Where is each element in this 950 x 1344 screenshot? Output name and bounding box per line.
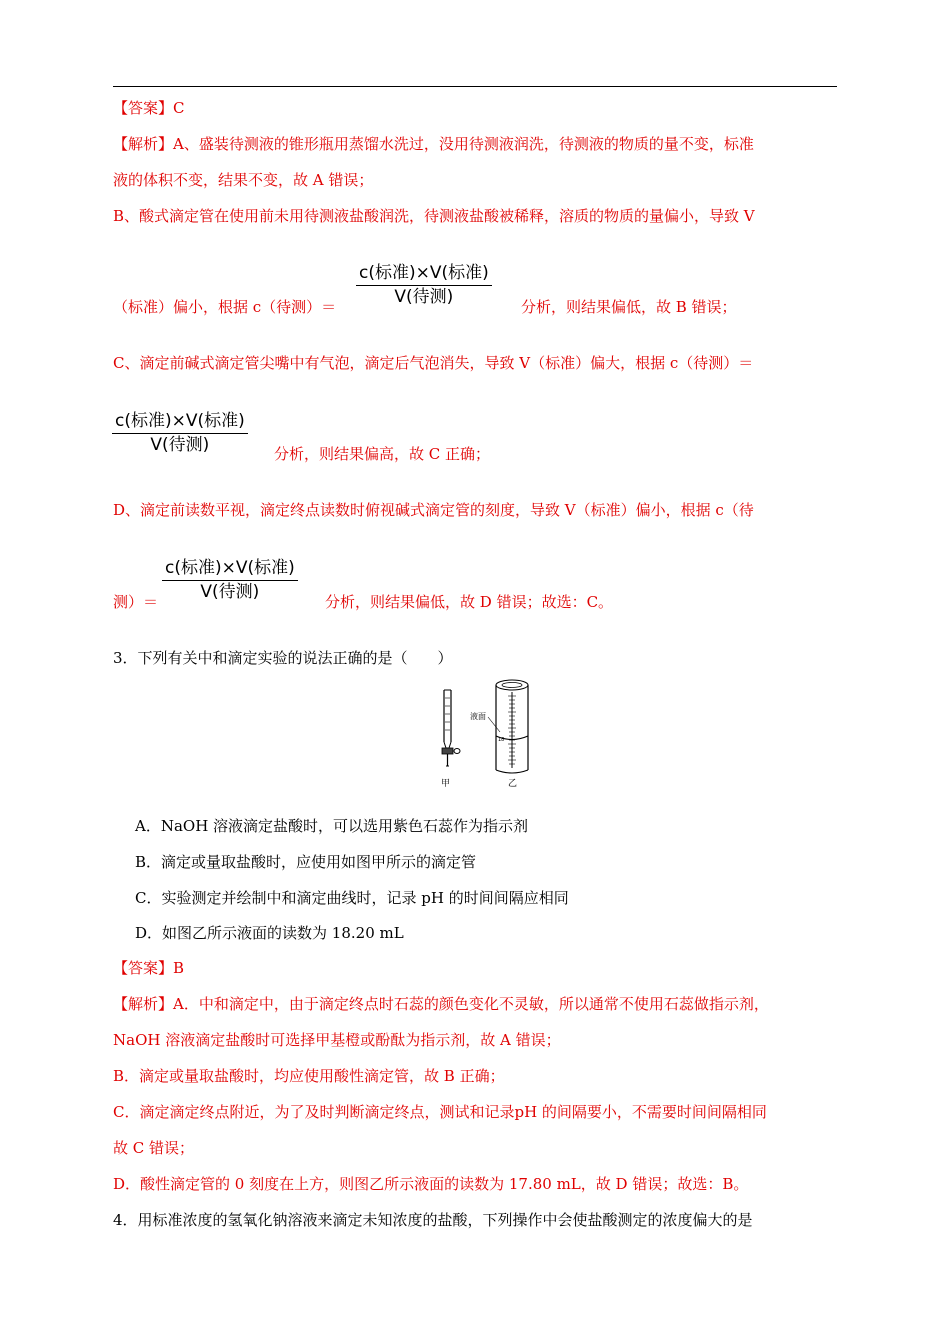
label-yi: 乙 [508,779,518,789]
q3-analysis-line-1 [113,994,769,1014]
label-jia: 甲 [441,779,451,789]
q3-option-c: C．实验测定并绘制中和滴定曲线时，记录 pH 的时间间隔应相同 [135,889,569,907]
q2-answer: 【答案】C [113,99,185,117]
formula-numerator: c(标准)×V(标准) [112,410,248,434]
q2-analysis-line-4-post: 分析，则结果偏低，故 B 错误； [521,298,737,316]
formula-fraction-2 [112,410,248,456]
formula-numerator: c(标准)×V(标准) [162,557,298,581]
formula-denominator: V(待测) [200,582,260,602]
analysis-text: A、盛装待测液的锥形瓶用蒸馏水洗过，没用待测液润洗，待测液的物质的量不变，标准 [173,135,754,153]
formula-fraction-3 [162,557,298,603]
formula-numerator: c(标准)×V(标准) [356,262,492,286]
label-liquid-surface: 液面 [470,712,486,721]
q3-analysis-line-2: NaOH 溶液滴定盐酸时可选择甲基橙或酚酞为指示剂，故 A 错误； [113,1031,561,1049]
q2-analysis-line-1 [113,134,754,154]
q2-analysis-line-8-pre: 测）＝ [113,593,159,611]
q3-answer: 【答案】B [113,959,185,977]
q3-option-b: B．滴定或量取盐酸时，应使用如图甲所示的滴定管 [135,853,477,871]
q2-analysis-line-2: 液的体积不变，结果不变，故 A 错误； [113,171,374,189]
q3-analysis-line-5: 故 C 错误； [113,1139,195,1157]
formula-denominator: V(待测) [150,435,210,455]
formula-fraction-1 [356,262,492,308]
q2-analysis-line-8-post: 分析，则结果偏低，故 D 错误；故选：C。 [325,593,614,611]
q3-option-d: D．如图乙所示液面的读数为 18.20 mL [135,924,404,942]
q2-analysis-line-5: C、滴定前碱式滴定管尖嘴中有气泡，滴定后气泡消失，导致 V（标准）偏大，根据 c（待测）＝ [113,354,754,372]
label-tick-18: 18 [498,737,505,743]
q3-analysis-line-3: B．滴定或量取盐酸时，均应使用酸性滴定管，故 B 正确； [113,1067,505,1085]
burette-yi-icon [496,680,528,773]
q3-option-a: A．NaOH 溶液滴定盐酸时，可以选用紫色石蕊作为指示剂 [135,817,529,835]
q2-analysis-line-4-pre: （标准）偏小，根据 c（待测）＝ [113,298,337,316]
q2-analysis-line-6: 分析，则结果偏高，故 C 正确； [274,445,491,463]
formula-denominator: V(待测) [394,287,454,307]
analysis-text: A．中和滴定中，由于滴定终点时石蕊的颜色变化不灵敏，所以通常不使用石蕊做指示剂， [173,995,769,1013]
q2-analysis-line-7: D、滴定前读数平视，滴定终点读数时俯视碱式滴定管的刻度，导致 V（标准）偏小，根据 c（待 [113,501,754,519]
q3-analysis-line-4: C．滴定滴定终点附近，为了及时判断滴定终点，测试和记录pH 的间隔要小，不需要时间间隔相同 [113,1103,767,1121]
analysis-tag: 【解析】 [113,135,174,153]
q3-stem: 3．下列有关中和滴定实验的说法正确的是（ ） [113,649,453,667]
burette-jia-icon [442,690,460,766]
analysis-tag: 【解析】 [113,995,174,1013]
burette-figure [430,676,542,790]
q4-stem: 4．用标准浓度的氢氧化钠溶液来滴定未知浓度的盐酸，下列操作中会使盐酸测定的浓度偏大的是 [113,1211,753,1229]
header-rule [113,86,837,87]
q3-analysis-line-6: D．酸性滴定管的 0 刻度在上方，则图乙所示液面的读数为 17.80 mL，故 D 错误；故选：B。 [113,1175,749,1193]
q2-analysis-line-3: B、酸式滴定管在使用前未用待测液盐酸润洗，待测液盐酸被稀释，溶质的物质的量偏小，导致 V [113,207,755,225]
